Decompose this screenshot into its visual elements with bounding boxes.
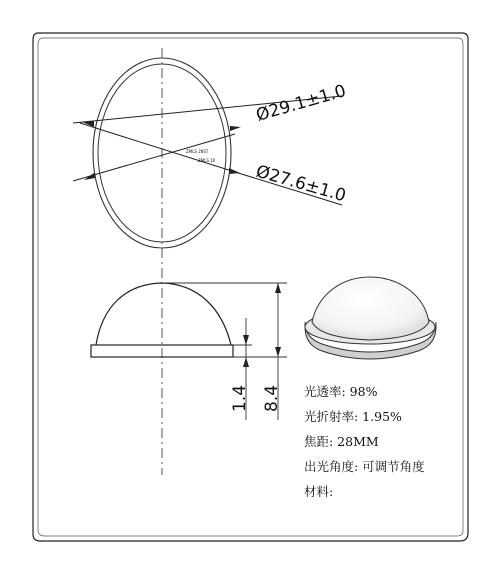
spec-material: 材料: — [304, 484, 334, 499]
center-mark-text: ZMLS 28ST — [186, 149, 209, 154]
inner-diameter-label: Ø27.6±1.0 — [253, 161, 349, 207]
spec-light-transmittance: 光透率: 98% — [304, 384, 378, 399]
arrowhead — [275, 283, 281, 293]
total-height-label: 8.4 — [262, 384, 282, 412]
lens-3d-dome — [312, 277, 429, 340]
arrowhead — [243, 357, 249, 367]
arrowhead — [243, 335, 249, 345]
spec-refractive-index: 光折射率: 1.95% — [304, 409, 402, 424]
arrowhead — [229, 168, 240, 174]
spec-beam-angle: 出光角度: 可调节角度 — [304, 459, 425, 474]
outer-diameter-label: Ø29.1±1.0 — [253, 81, 349, 126]
diameter-line-outer-cross — [80, 123, 235, 172]
arrowhead — [230, 126, 241, 131]
arrowhead — [84, 173, 95, 180]
center-mark-text: ZMLS 10 — [198, 158, 216, 163]
arrowhead — [275, 347, 281, 357]
dome-profile — [96, 283, 231, 345]
spec-focal-length: 焦距: 28MM — [304, 434, 379, 449]
base-thickness-label: 1.4 — [230, 384, 250, 412]
